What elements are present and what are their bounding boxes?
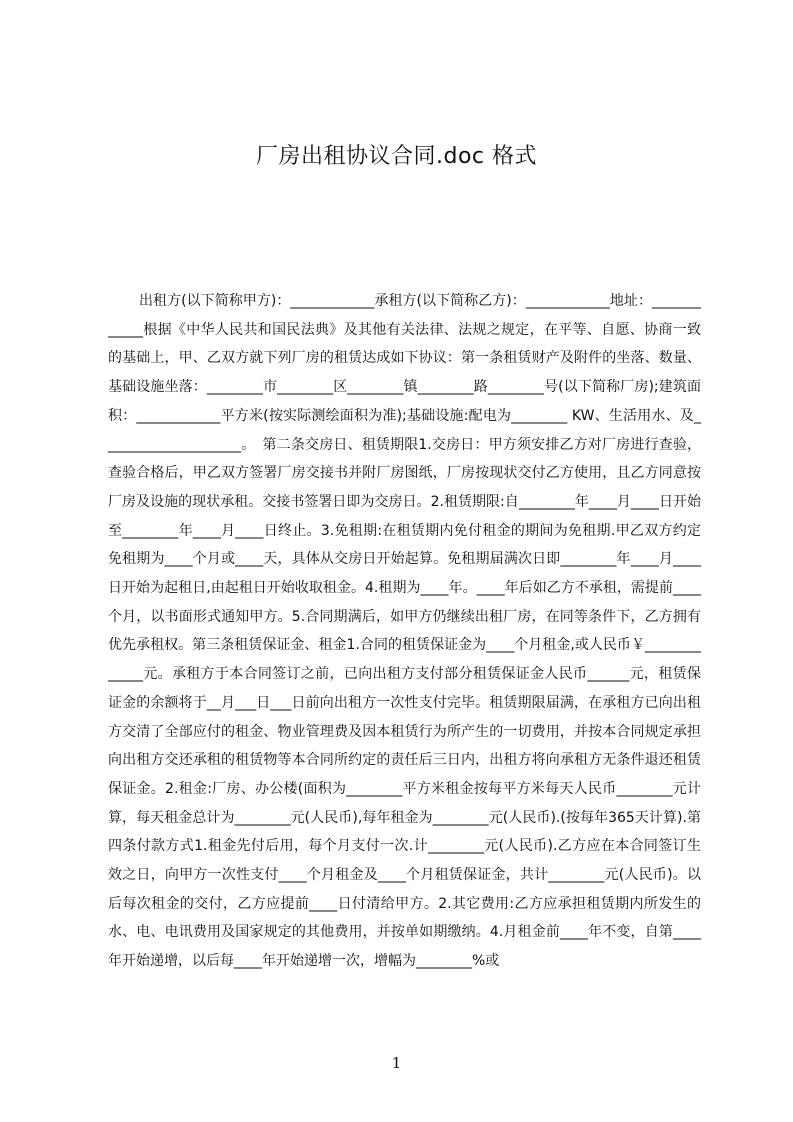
page-number: 1 (391, 1054, 402, 1072)
contract-body-paragraph: 出租方(以下简称甲方)：____________承租方(以下简称乙方)：____________地址：____________根据《中华人民共和国民法典》及其他有关法律、法规之规定，在平等、自愿、协商一致的基础上，甲、乙双方就下列厂房的租赁达成如下协议：第一条租赁财产及附件的坐落、数量、基础设施坐落：________市________区________镇________路________号(以下简称厂房);建筑面积：____________平方米(按实际测绘面积为准);基础设施:配电为________ KW、生活用水、及____________________。 第二条交房日、租赁期限1.交房日：甲方须安排乙方对厂房进行查验，查验合格后，甲乙双方签署厂房交接书并附厂房图纸，厂房按现状交付乙方使用，且乙方同意按厂房及设施的现状承租。交接书签署日即为交房日。2.租赁期限:自________年____月____日开始至________年____月____日终止。3.免租期:在租赁期内免付租金的期间为免租期.甲乙双方约定免租期为____个月或____天，具体从交房日开始起算。免租期届满次日即________年____月____日开始为起租日,由起租日开始收取租金。4.租期为____年。____年后如乙方不承租，需提前____个月，以书面形式通知甲方。5.合同期满后，如甲方仍继续出租厂房，在同等条件下，乙方拥有优先承租权。第三条租赁保证金、租金1.合同的租赁保证金为____个月租金,或人民币￥_____________元。承租方于本合同签订之前，已向出租方支付部分租赁保证金人民币______元，租赁保证金的余额将于__月___日___日前向出租方一次性支付完毕。租赁期限届满，在承租方已向出租方交清了全部应付的租金、物业管理费及因本租赁行为所产生的一切费用，并按本合同规定承担向出租方交还承租的租赁物等本合同所约定的责任后三日内，出租方将向承租方无条件退还租赁保证金。2.租金:厂房、办公楼(面积为________平方米租金按每平方米每天人民币________元计算，每天租金总计为________元(人民币),每年租金为________元(人民币).(按每年365天计算).第四条付款方式1.租金先付后用，每个月支付一次.计________元(人民币).乙方应在本合同签订生效之日，向甲方一次性支付____个月租金及____个月租赁保证金，共计________元(人民币)。以后每次租金的交付，乙方应提前____日付清给甲方。2.其它费用:乙方应承担租赁期内所发生的水、电、电讯费用及国家规定的其他费用，并按单如期缴纳。4.月租金前____年不变，自第____年开始递增，以后每____年开始递增一次，增幅为________%或 (108, 293, 701, 970)
document-title: 厂房出租协议合同.doc 格式 (255, 144, 537, 169)
